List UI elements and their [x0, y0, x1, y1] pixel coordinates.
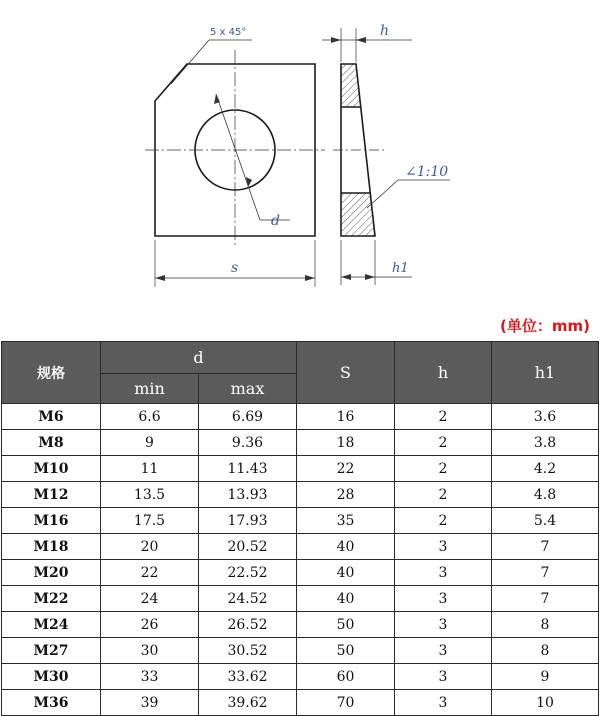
dmax-cell: 24.52 — [199, 586, 297, 612]
dmin-cell: 39 — [101, 690, 199, 716]
s-cell: 16 — [297, 404, 395, 430]
dmin-cell: 33 — [101, 664, 199, 690]
h1-cell: 4.8 — [492, 482, 599, 508]
h-cell: 2 — [395, 430, 492, 456]
dmax-cell: 33.62 — [199, 664, 297, 690]
h1-cell: 7 — [492, 586, 599, 612]
dmin-cell: 30 — [101, 638, 199, 664]
size-cell: M18 — [2, 534, 101, 560]
h1-cell: 7 — [492, 534, 599, 560]
dmax-cell: 11.43 — [199, 456, 297, 482]
s-cell: 40 — [297, 586, 395, 612]
dmax-cell: 39.62 — [199, 690, 297, 716]
unit-note: (单位：mm) — [500, 317, 590, 335]
s-arrow-right — [305, 275, 315, 281]
h-arrow-right — [356, 37, 366, 43]
diameter-label: d — [271, 213, 280, 229]
h-cell: 3 — [395, 586, 492, 612]
h-cell: 3 — [395, 612, 492, 638]
h-arrow-left — [331, 37, 341, 43]
size-cell: M22 — [2, 586, 101, 612]
size-cell: M6 — [2, 404, 101, 430]
s-cell: 70 — [297, 690, 395, 716]
h1-header: h1 — [492, 342, 599, 404]
min-header: min — [101, 374, 199, 404]
h1-cell: 9 — [492, 664, 599, 690]
table-row — [2, 690, 599, 716]
s-cell: 40 — [297, 534, 395, 560]
dmax-cell: 6.69 — [199, 404, 297, 430]
size-cell: M8 — [2, 430, 101, 456]
section-hatch-bottom — [341, 193, 375, 236]
h1-cell: 8 — [492, 612, 599, 638]
h-cell: 3 — [395, 664, 492, 690]
dmin-cell: 17.5 — [101, 508, 199, 534]
table-row — [2, 404, 599, 430]
s-cell: 35 — [297, 508, 395, 534]
s-cell: 18 — [297, 430, 395, 456]
h-cell: 3 — [395, 534, 492, 560]
dmax-cell: 9.36 — [199, 430, 297, 456]
size-cell: M20 — [2, 560, 101, 586]
table-row — [2, 612, 599, 638]
s-cell: 50 — [297, 638, 395, 664]
s-cell: 60 — [297, 664, 395, 690]
h1-arrow-left — [341, 274, 351, 280]
size-cell: M27 — [2, 638, 101, 664]
dmax-cell: 17.93 — [199, 508, 297, 534]
h-cell: 2 — [395, 404, 492, 430]
dmin-cell: 9 — [101, 430, 199, 456]
table-row — [2, 664, 599, 690]
h-header: h — [395, 342, 492, 404]
table-row — [2, 638, 599, 664]
h-cell: 2 — [395, 508, 492, 534]
h-label: h — [380, 23, 390, 39]
dmin-cell: 26 — [101, 612, 199, 638]
h-cell: 2 — [395, 456, 492, 482]
h-cell: 3 — [395, 638, 492, 664]
size-cell: M36 — [2, 690, 101, 716]
dmax-cell: 20.52 — [199, 534, 297, 560]
dmax-cell: 22.52 — [199, 560, 297, 586]
chamfer-leader — [171, 40, 209, 84]
h-cell: 2 — [395, 482, 492, 508]
diameter-leader — [216, 94, 260, 220]
table-row — [2, 508, 599, 534]
front-view — [145, 27, 325, 287]
h-cell: 3 — [395, 560, 492, 586]
dmax-cell: 26.52 — [199, 612, 297, 638]
s-cell: 28 — [297, 482, 395, 508]
dmin-cell: 24 — [101, 586, 199, 612]
table-row — [2, 456, 599, 482]
size-cell: M30 — [2, 664, 101, 690]
s-cell: 40 — [297, 560, 395, 586]
h-cell: 3 — [395, 690, 492, 716]
table-row — [2, 534, 599, 560]
size-cell: M12 — [2, 482, 101, 508]
dmin-cell: 6.6 — [101, 404, 199, 430]
dmin-cell: 22 — [101, 560, 199, 586]
s-cell: 22 — [297, 456, 395, 482]
s-header: S — [297, 342, 395, 404]
dmin-cell: 13.5 — [101, 482, 199, 508]
dmax-cell: 30.52 — [199, 638, 297, 664]
s-arrow-left — [155, 275, 165, 281]
h1-arrow-right — [365, 274, 375, 280]
taper-leader — [367, 180, 398, 208]
h1-cell: 5.4 — [492, 508, 599, 534]
size-cell: M16 — [2, 508, 101, 534]
h1-cell: 10 — [492, 690, 599, 716]
h1-cell: 4.2 — [492, 456, 599, 482]
h1-label: h1 — [392, 261, 409, 276]
chamfer-label: 5 x 45° — [210, 27, 247, 38]
table-row — [2, 482, 599, 508]
h1-cell: 3.8 — [492, 430, 599, 456]
washer-technical-drawing — [0, 0, 600, 300]
size-cell: M10 — [2, 456, 101, 482]
s-label: s — [231, 260, 239, 276]
table-row — [2, 430, 599, 456]
taper-label: ∠1:10 — [405, 164, 449, 180]
max-header: max — [199, 374, 297, 404]
header-row-1 — [2, 342, 599, 374]
size-cell: M24 — [2, 612, 101, 638]
side-view — [322, 23, 450, 285]
d-header: d — [101, 342, 297, 374]
h1-cell: 8 — [492, 638, 599, 664]
dmax-cell: 13.93 — [199, 482, 297, 508]
s-cell: 50 — [297, 612, 395, 638]
h1-cell: 7 — [492, 560, 599, 586]
table-row — [2, 586, 599, 612]
dmin-cell: 20 — [101, 534, 199, 560]
spec-header: 规格 — [2, 342, 101, 404]
h1-cell: 3.6 — [492, 404, 599, 430]
table-row — [2, 560, 599, 586]
dmin-cell: 11 — [101, 456, 199, 482]
spec-table — [1, 341, 599, 716]
